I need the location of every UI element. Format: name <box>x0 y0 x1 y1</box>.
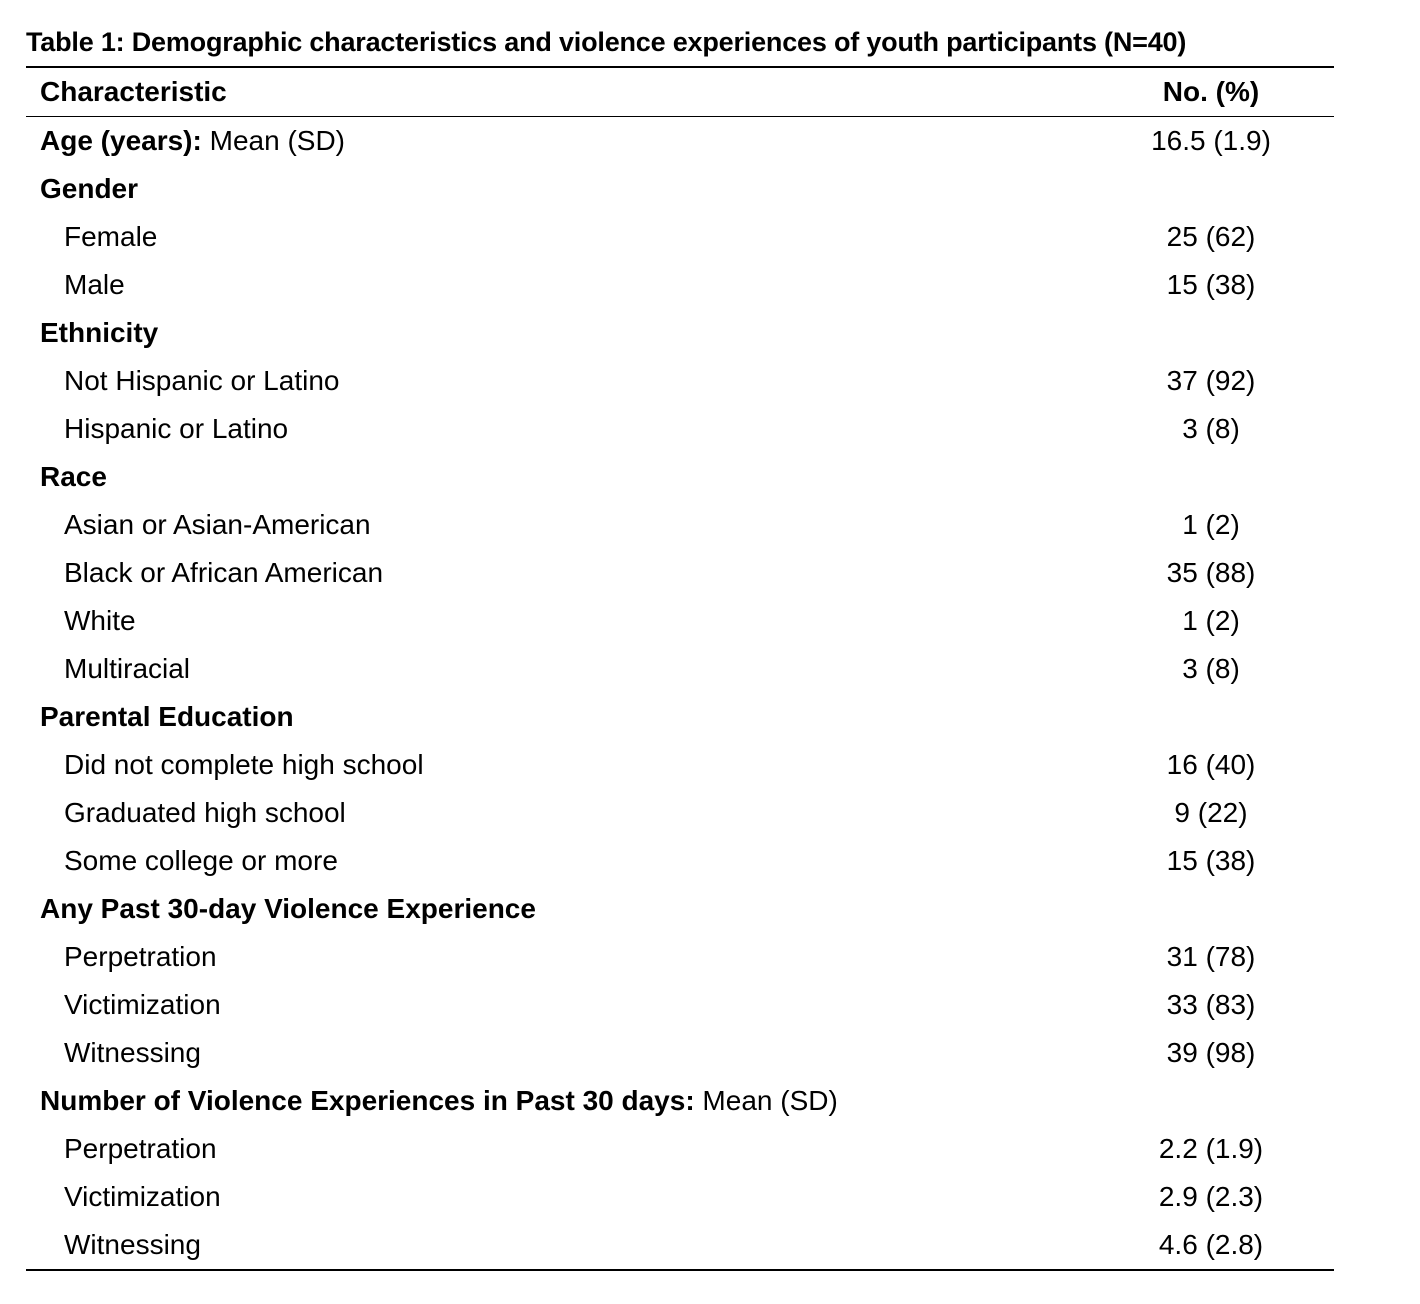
row-label: Female <box>64 221 158 252</box>
section-heading: Race <box>40 461 107 492</box>
table-row <box>26 1173 1334 1221</box>
table-row <box>26 837 1334 885</box>
row-label: Multiracial <box>64 653 191 684</box>
row-label: Witnessing <box>64 1037 201 1068</box>
table-row-age <box>26 117 1334 165</box>
section-heading-violence-count <box>26 1077 1334 1125</box>
row-label: Perpetration <box>64 1133 217 1164</box>
table-row <box>26 741 1334 789</box>
row-value: 4.6 (2.8) <box>1158 1229 1264 1260</box>
row-label: Witnessing <box>64 1229 201 1260</box>
table-row <box>26 933 1334 981</box>
row-label: Not Hispanic or Latino <box>64 365 340 396</box>
table-row <box>26 549 1334 597</box>
row-label: Black or African American <box>64 557 384 588</box>
row-value: 33 (83) <box>1166 989 1256 1020</box>
row-label: Male <box>64 269 125 300</box>
age-label-normal: Mean (SD) <box>201 125 345 156</box>
table-row <box>26 597 1334 645</box>
section-heading-gender <box>26 165 1334 213</box>
row-value: 37 (92) <box>1166 365 1256 396</box>
section-heading-parental-education <box>26 693 1334 741</box>
row-value: 9 (22) <box>1174 797 1248 828</box>
header-characteristic: Characteristic <box>40 76 227 107</box>
section-heading <box>26 1077 1126 1125</box>
row-label: Hispanic or Latino <box>64 413 289 444</box>
bottom-rule <box>26 1269 1334 1271</box>
row-label: Victimization <box>64 1181 221 1212</box>
row-value: 35 (88) <box>1166 557 1256 588</box>
table-row <box>26 405 1334 453</box>
table-row <box>26 1125 1334 1173</box>
row-label: White <box>64 605 136 636</box>
table-row <box>26 213 1334 261</box>
violence-count-heading-normal: Mean (SD) <box>694 1085 838 1116</box>
row-value: 15 (38) <box>1166 269 1256 300</box>
table-header-row <box>26 68 1334 116</box>
table-caption: Table 1: Demographic characteristics and violence experiences of youth participants (N=40) <box>26 27 1187 57</box>
row-value: 3 (8) <box>1182 653 1240 684</box>
section-heading-ethnicity <box>26 309 1334 357</box>
row-value: 31 (78) <box>1166 941 1256 972</box>
section-heading-race <box>26 453 1334 501</box>
section-heading: Ethnicity <box>40 317 159 348</box>
table-row <box>26 981 1334 1029</box>
section-heading: Parental Education <box>40 701 294 732</box>
row-label: Victimization <box>64 989 221 1020</box>
table-row <box>26 357 1334 405</box>
violence-count-heading-bold: Number of Violence Experiences in Past 30 days: <box>40 1085 695 1116</box>
table-row <box>26 789 1334 837</box>
table-row <box>26 1029 1334 1077</box>
row-label: Perpetration <box>64 941 217 972</box>
table-row <box>26 261 1334 309</box>
header-value: No. (%) <box>1162 76 1260 107</box>
row-value: 2.2 (1.9) <box>1158 1133 1264 1164</box>
row-label <box>26 117 1126 165</box>
row-value: 3 (8) <box>1182 413 1240 444</box>
row-value: 25 (62) <box>1166 221 1256 252</box>
row-value: 1 (2) <box>1182 605 1240 636</box>
table-row <box>26 501 1334 549</box>
row-value: 16.5 (1.9) <box>1151 125 1271 156</box>
row-value: 2.9 (2.3) <box>1158 1181 1264 1212</box>
table-row <box>26 645 1334 693</box>
row-label: Did not complete high school <box>64 749 424 780</box>
row-value: 16 (40) <box>1166 749 1256 780</box>
demographics-table <box>26 66 1334 1271</box>
section-heading-violence-any <box>26 885 1334 933</box>
row-label: Graduated high school <box>64 797 346 828</box>
row-label: Asian or Asian-American <box>64 509 371 540</box>
section-heading: Gender <box>40 173 139 204</box>
row-value: 39 (98) <box>1166 1037 1256 1068</box>
age-label-bold: Age (years): <box>40 125 202 156</box>
row-value: 1 (2) <box>1182 509 1240 540</box>
table-row <box>26 1221 1334 1269</box>
row-value: 15 (38) <box>1166 845 1256 876</box>
section-heading: Any Past 30-day Violence Experience <box>40 893 536 924</box>
row-label: Some college or more <box>64 845 338 876</box>
